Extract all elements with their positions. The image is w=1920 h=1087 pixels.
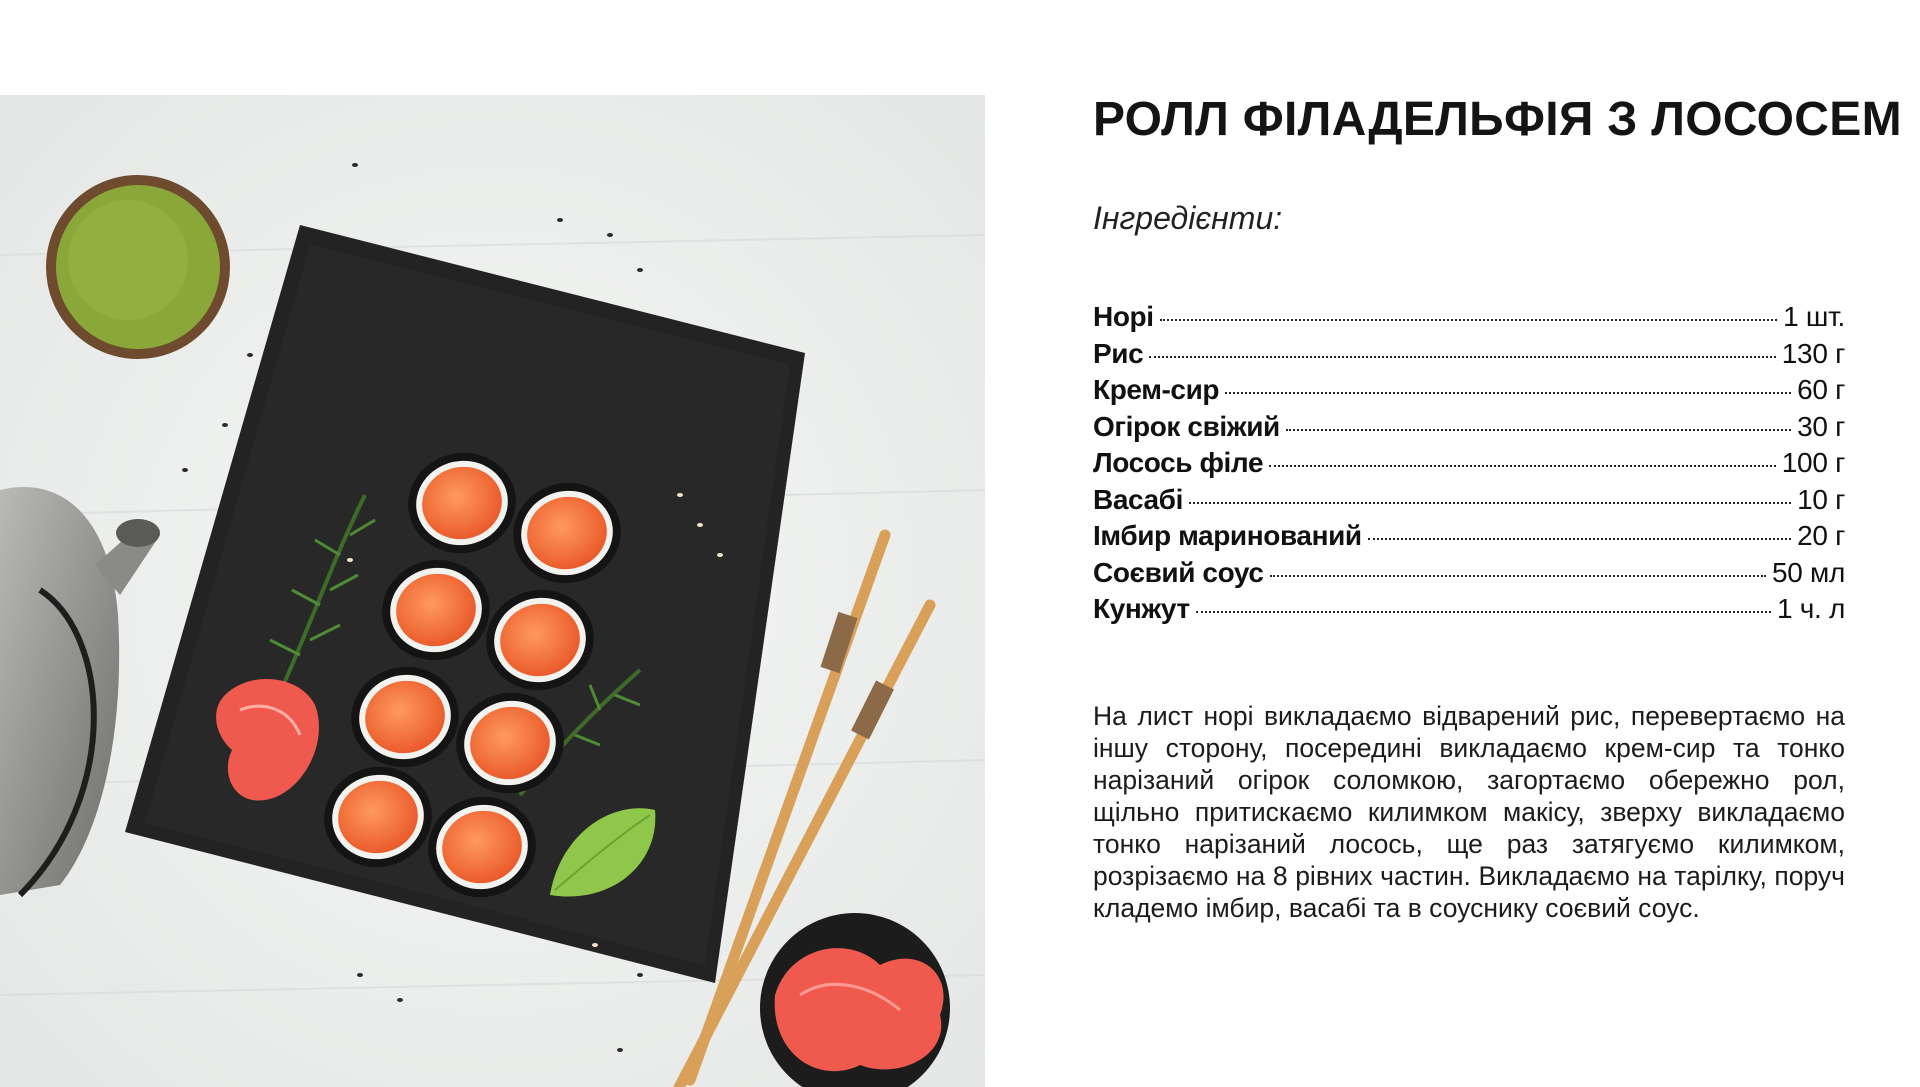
ingredient-amount: 1 ч. л: [1776, 593, 1845, 624]
ingredient-amount: 30 г: [1797, 410, 1845, 442]
ingredient-name: Норі: [1093, 301, 1154, 332]
ingredient-row: [1093, 411, 1845, 448]
dot-leader: [1196, 611, 1771, 613]
dot-leader: [1270, 575, 1766, 577]
dot-leader: [1225, 392, 1791, 394]
ingredient-amount: 60 г: [1797, 374, 1845, 405]
matcha-bowl-icon: [46, 175, 230, 359]
dot-leader: [1368, 538, 1791, 540]
recipe-instructions: На лист норі викладаємо відварений рис, перевертаємо на іншу сторону, посередині викладаємо крем-сир та тонко нарізаний огірок соломкою, загортаємо обережно рол, щільно притискаємо килимком макісу, зверху викладаємо тонко нарізаний лосось, ще раз затягуємо килимком, розрізаємо на 8 рівних частин. Викладаємо на тарілку, поруч кладемо імбир, васабі та в соуснику соєвий соус.: [1093, 701, 1845, 923]
ingredient-amount: 130 г: [1781, 337, 1845, 369]
ingredient-row: [1093, 484, 1845, 521]
ingredient-name: Кунжут: [1093, 593, 1190, 624]
ingredient-name: Рис: [1093, 337, 1144, 369]
recipe-title: РОЛЛ ФІЛАДЕЛЬФІЯ З ЛОСОСЕМ: [1093, 93, 1902, 146]
ingredient-row: [1093, 338, 1845, 375]
dot-leader: [1269, 465, 1776, 467]
ingredient-name: Огірок свіжий: [1093, 410, 1280, 442]
ingredient-name: Васабі: [1093, 483, 1183, 515]
ingredient-amount: 10 г: [1797, 483, 1845, 515]
dot-leader: [1160, 319, 1778, 321]
ingredient-amount: 50 мл: [1771, 556, 1845, 588]
ingredient-name: Імбир маринований: [1093, 520, 1362, 551]
sushi-illustration: [0, 95, 985, 1087]
dot-leader: [1189, 502, 1791, 504]
ingredient-row: [1093, 374, 1845, 411]
recipe-photo: [0, 95, 985, 1087]
ingredient-amount: 20 г: [1797, 520, 1845, 551]
ingredient-name: Крем-сир: [1093, 374, 1220, 405]
ingredients-heading: Інгредієнти:: [1093, 200, 1283, 236]
ingredient-row: [1093, 447, 1845, 484]
ingredient-name: Соєвий соус: [1093, 556, 1264, 588]
dot-leader: [1286, 429, 1791, 431]
ingredient-row: [1093, 301, 1845, 338]
ingredient-row: [1093, 520, 1845, 557]
ingredient-row: [1093, 557, 1845, 594]
ingredient-name: Лосось філе: [1093, 447, 1264, 478]
ingredients-list: [1093, 301, 1845, 630]
ingredient-amount: 1 шт.: [1783, 301, 1845, 332]
ingredient-row: [1093, 593, 1845, 630]
ingredient-amount: 100 г: [1781, 447, 1845, 478]
dot-leader: [1149, 356, 1776, 358]
